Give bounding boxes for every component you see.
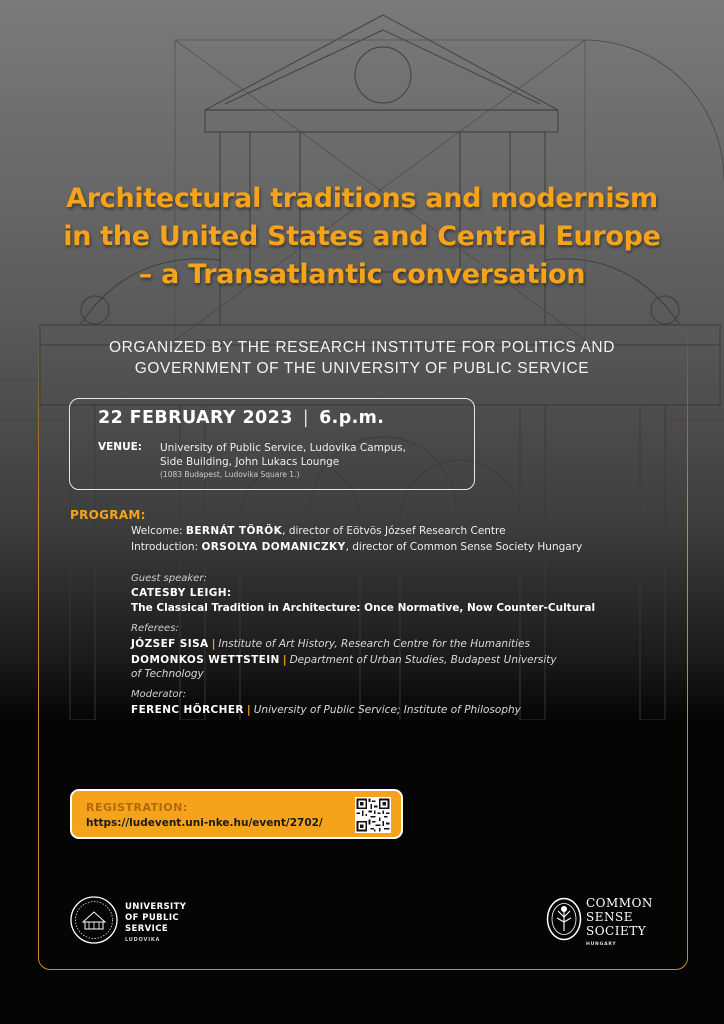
- referee-1: [131, 637, 530, 651]
- intro-speaker: ORSOLYA DOMANICZKY: [201, 541, 346, 553]
- ups-line-2: OF PUBLIC: [125, 913, 180, 923]
- referee-2-bar: |: [282, 654, 287, 666]
- guest-talk-text: The Classical Tradition in Architecture: Once Normative, Now Counter-Cultural: [131, 602, 596, 614]
- welcome-prefix: Welcome:: [131, 525, 183, 537]
- event-time: 6.p.m.: [319, 408, 385, 428]
- organizer-line-2: GOVERNMENT OF THE UNIVERSITY OF PUBLIC SERVICE: [134, 360, 590, 377]
- date-venue-box: [69, 398, 475, 490]
- guest-speaker-label: Guest speaker:: [131, 573, 207, 584]
- registration-box: [70, 789, 403, 839]
- program-label: PROGRAM:: [70, 508, 146, 522]
- organizer-statement: [40, 337, 684, 379]
- guest-name-text: CATESBY LEIGH:: [131, 587, 232, 599]
- frame-left-fade: [38, 320, 39, 510]
- ups-line-3: SERVICE: [125, 924, 169, 934]
- organizer-line-1: ORGANIZED BY THE RESEARCH INSTITUTE FOR POLITICS AND: [108, 339, 616, 356]
- program-welcome: [131, 524, 506, 538]
- registration-label: REGISTRATION:: [86, 801, 188, 814]
- referee-2: [131, 653, 557, 667]
- venue-address: (1083 Budapest, Ludovika Square 1.): [160, 470, 300, 479]
- program-introduction: [131, 540, 582, 554]
- referee-1-name: JÓZSEF SISA: [131, 638, 209, 650]
- moderator-label: Moderator:: [131, 689, 187, 700]
- date-time-line: [98, 408, 384, 428]
- date-separator: |: [302, 408, 310, 428]
- venue-details: [160, 441, 406, 481]
- university-of-public-service-logo: [69, 895, 209, 947]
- referee-1-bar: |: [211, 638, 216, 650]
- referees-label: Referees:: [131, 623, 179, 634]
- ups-wordmark: [125, 902, 186, 946]
- css-line-3: SOCIETY: [586, 924, 647, 938]
- title-line-2: in the United States and Central Europe: [63, 221, 661, 252]
- referee-2-affiliation-cont: [131, 667, 204, 681]
- title-line-1: Architectural traditions and modernism: [66, 183, 658, 214]
- guest-talk-title: [131, 601, 595, 615]
- common-sense-society-logo: [546, 896, 676, 947]
- qr-code-icon[interactable]: [355, 797, 391, 833]
- title-line-3: – a Transatlantic conversation: [138, 259, 586, 290]
- venue-line-2: Side Building, John Lukacs Lounge: [160, 456, 340, 468]
- event-date: 22 FEBRUARY 2023: [98, 408, 293, 428]
- moderator-name: FERENC HÖRCHER: [131, 704, 244, 716]
- intro-prefix: Introduction:: [131, 541, 199, 553]
- venue-line-1: University of Public Service, Ludovika Campus,: [160, 442, 406, 454]
- event-title: [20, 180, 704, 294]
- moderator: [131, 703, 521, 717]
- ups-line-1: UNIVERSITY: [125, 902, 187, 912]
- css-wordmark: [586, 896, 653, 952]
- ups-crest-icon: [69, 895, 119, 945]
- referee-2-name: DOMONKOS WETTSTEIN: [131, 654, 280, 666]
- ups-subtitle: LUDOVIKA: [125, 937, 161, 943]
- intro-role: , director of Common Sense Society Hungary: [345, 541, 583, 553]
- moderator-bar: |: [246, 704, 251, 716]
- referee-2-affiliation: Department of Urban Studies, Budapest University: [289, 654, 557, 666]
- moderator-affiliation: University of Public Service; Institute of Philosophy: [253, 704, 521, 716]
- frame-right-fade: [687, 320, 688, 510]
- referee-2-affiliation-line-2: of Technology: [131, 668, 204, 680]
- css-subtitle: HUNGARY: [586, 942, 617, 947]
- welcome-speaker: BERNÁT TÖRÖK: [185, 525, 283, 537]
- venue-label: VENUE:: [98, 441, 142, 453]
- css-line-2: SENSE: [586, 910, 633, 924]
- guest-speaker-name: [131, 586, 232, 600]
- referee-1-affiliation: Institute of Art History, Research Centre for the Humanities: [218, 638, 530, 650]
- registration-link[interactable]: https://ludevent.uni-nke.hu/event/2702/: [86, 817, 323, 829]
- css-emblem-icon: [546, 897, 582, 941]
- welcome-role: , director of Eötvös József Research Centre: [282, 525, 506, 537]
- css-line-1: COMMON: [586, 896, 653, 910]
